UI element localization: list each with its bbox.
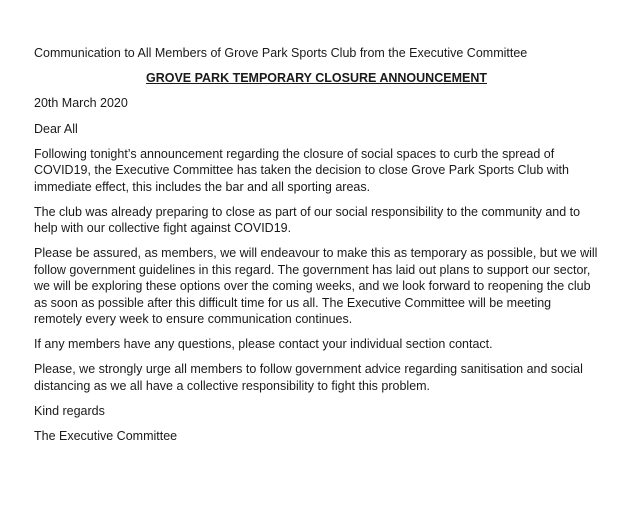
- greeting: Dear All: [34, 121, 78, 136]
- letter-date: 20th March 2020: [34, 96, 128, 111]
- letter-body: [34, 45, 599, 453]
- announcement-title: GROVE PARK TEMPORARY CLOSURE ANNOUNCEMENT: [146, 71, 487, 86]
- header-line: Communication to All Members of Grove Park Sports Club from the Executive Committee: [34, 46, 528, 60]
- closing: Kind regards: [34, 404, 105, 419]
- paragraph-assurance: Please be assured, as members, we will endeavour to make this as temporary as possible, but we will follow government guidelines in this regard. The government has laid out plans to support our sector, we will be exploring these options over the coming weeks, and we look forward to reopening the club as soon as possible after this difficult time for us all. The Executive Committee will be meeting remotely every week to ensure communication continues.: [34, 246, 598, 327]
- paragraph-closure-decision: Following tonight’s announcement regarding the closure of social spaces to curb the spread of COVID19, the Executive Committee has taken the decision to close Grove Park Sports Club with immediate effect, this includes the bar and all sporting areas.: [34, 146, 569, 194]
- signature: The Executive Committee: [34, 429, 178, 444]
- paragraph-questions: If any members have any questions, please contact your individual section contact.: [34, 337, 493, 352]
- paragraph-advice: Please, we strongly urge all members to follow government advice regarding sanitisation and social distancing as we all have a collective responsibility to fight this problem.: [34, 362, 583, 393]
- paragraph-social-responsibility: The club was already preparing to close as part of our social responsibility to the community and to help with our collective fight against COVID19.: [34, 204, 581, 236]
